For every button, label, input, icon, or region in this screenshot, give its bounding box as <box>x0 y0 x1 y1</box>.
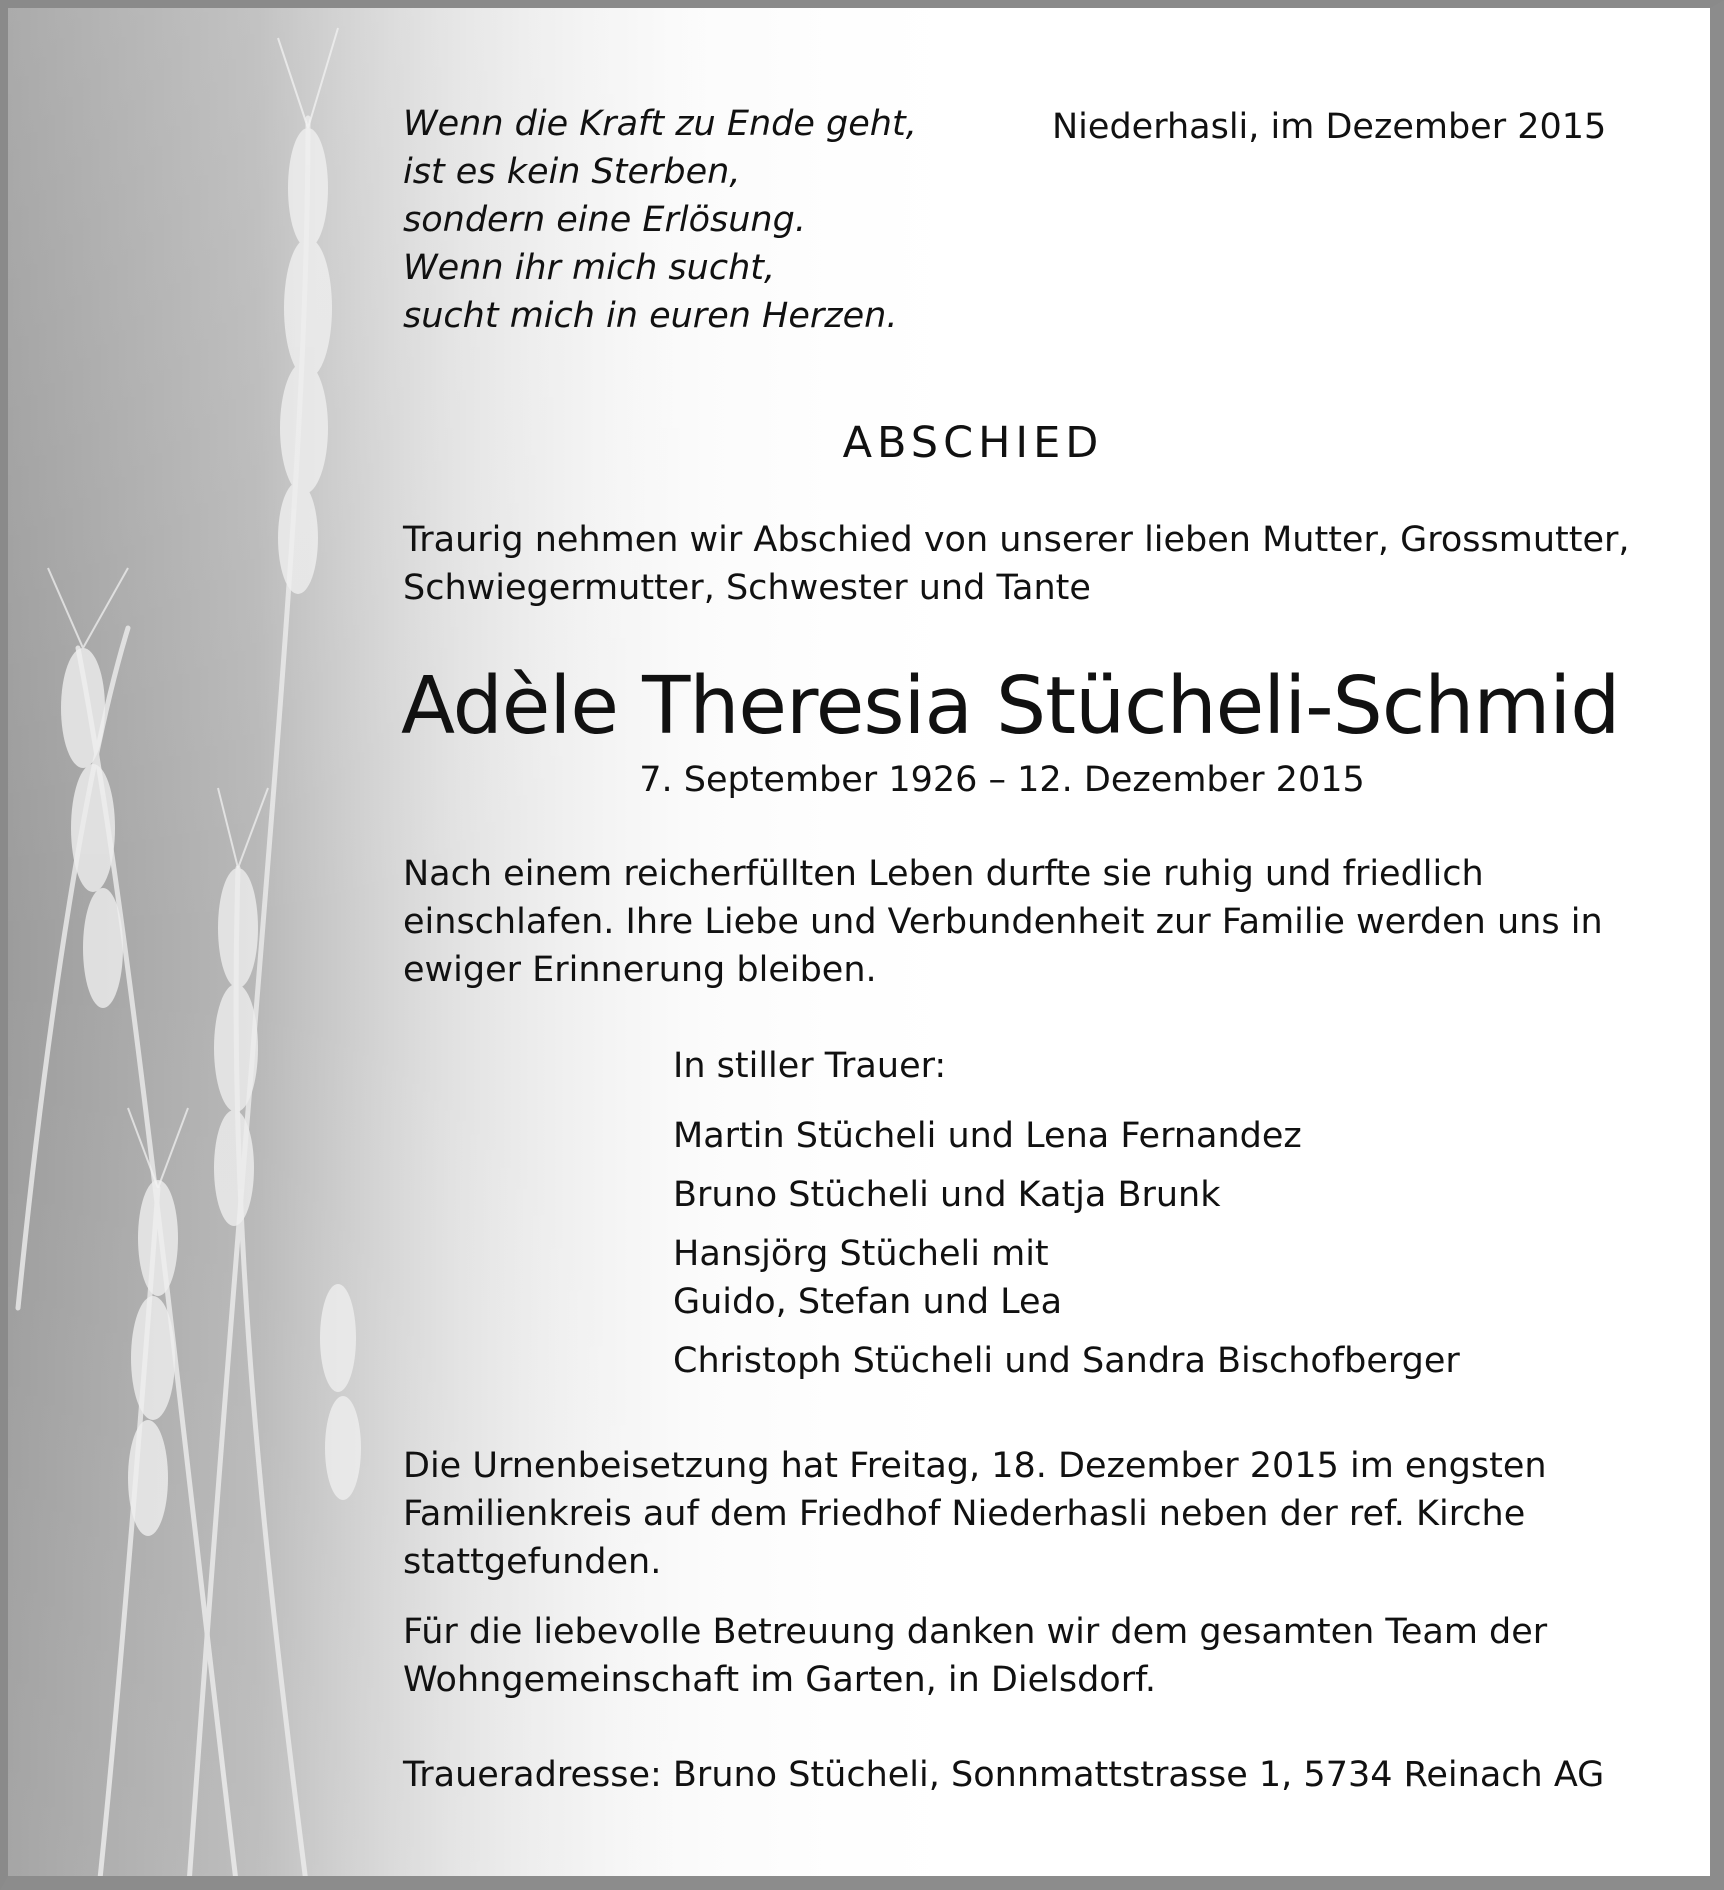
motto-line: sucht mich in euren Herzen. <box>403 296 898 336</box>
mourner-line: Guido, Stefan und Lea <box>673 1282 1063 1322</box>
burial-text <box>403 1442 1547 1586</box>
place-date: Niederhasli, im Dezember 2015 <box>1052 107 1607 147</box>
mourner-entry <box>673 1171 1460 1219</box>
motto-verse <box>403 100 917 340</box>
thanks-line: Für die liebevolle Betreuung danken wir dem gesamten Team der <box>403 1612 1548 1652</box>
tribute-line: Nach einem reicherfüllten Leben durfte sie ruhig und friedlich <box>403 854 1484 894</box>
mourner-entry <box>673 1230 1460 1326</box>
motto-line: sondern eine Erlösung. <box>403 200 806 240</box>
burial-line: Familienkreis auf dem Friedhof Niederhasli neben der ref. Kirche <box>403 1494 1526 1534</box>
mourner-entry <box>673 1337 1460 1385</box>
intro-line: Schwiegermutter, Schwester und Tante <box>403 568 1091 608</box>
mourning-address: Traueradresse: Bruno Stücheli, Sonnmattstrasse 1, 5734 Reinach AG <box>403 1755 1605 1795</box>
mourning-label: In stiller Trauer: <box>673 1046 947 1086</box>
intro-line: Traurig nehmen wir Abschied von unserer lieben Mutter, Grossmutter, <box>403 520 1630 560</box>
mourner-line: Hansjörg Stücheli mit <box>673 1234 1049 1274</box>
mourner-line: Bruno Stücheli und Katja Brunk <box>673 1175 1221 1215</box>
mourner-line: Martin Stücheli und Lena Fernandez <box>673 1116 1302 1156</box>
burial-line: Die Urnenbeisetzung hat Freitag, 18. Dezember 2015 im engsten <box>403 1446 1547 1486</box>
thanks-text <box>403 1608 1547 1704</box>
intro-text <box>403 516 1630 612</box>
tribute-text <box>403 850 1603 994</box>
mourners-list <box>673 1112 1460 1396</box>
deceased-name: Adèle Theresia Stücheli-Schmid <box>401 660 1620 752</box>
motto-line: ist es kein Sterben, <box>403 152 741 192</box>
heading: ABSCHIED <box>842 418 1104 468</box>
motto-line: Wenn ihr mich sucht, <box>403 248 776 288</box>
tribute-line: einschlafen. Ihre Liebe und Verbundenheit zur Familie werden uns in <box>403 902 1603 942</box>
life-dates: 7. September 1926 – 12. Dezember 2015 <box>639 760 1365 800</box>
burial-line: stattgefunden. <box>403 1542 662 1582</box>
mourner-entry <box>673 1112 1460 1160</box>
tribute-line: ewiger Erinnerung bleiben. <box>403 950 877 990</box>
motto-line: Wenn die Kraft zu Ende geht, <box>403 104 917 144</box>
mourner-line: Christoph Stücheli und Sandra Bischofberger <box>673 1341 1460 1381</box>
thanks-line: Wohngemeinschaft im Garten, in Dielsdorf. <box>403 1660 1156 1700</box>
